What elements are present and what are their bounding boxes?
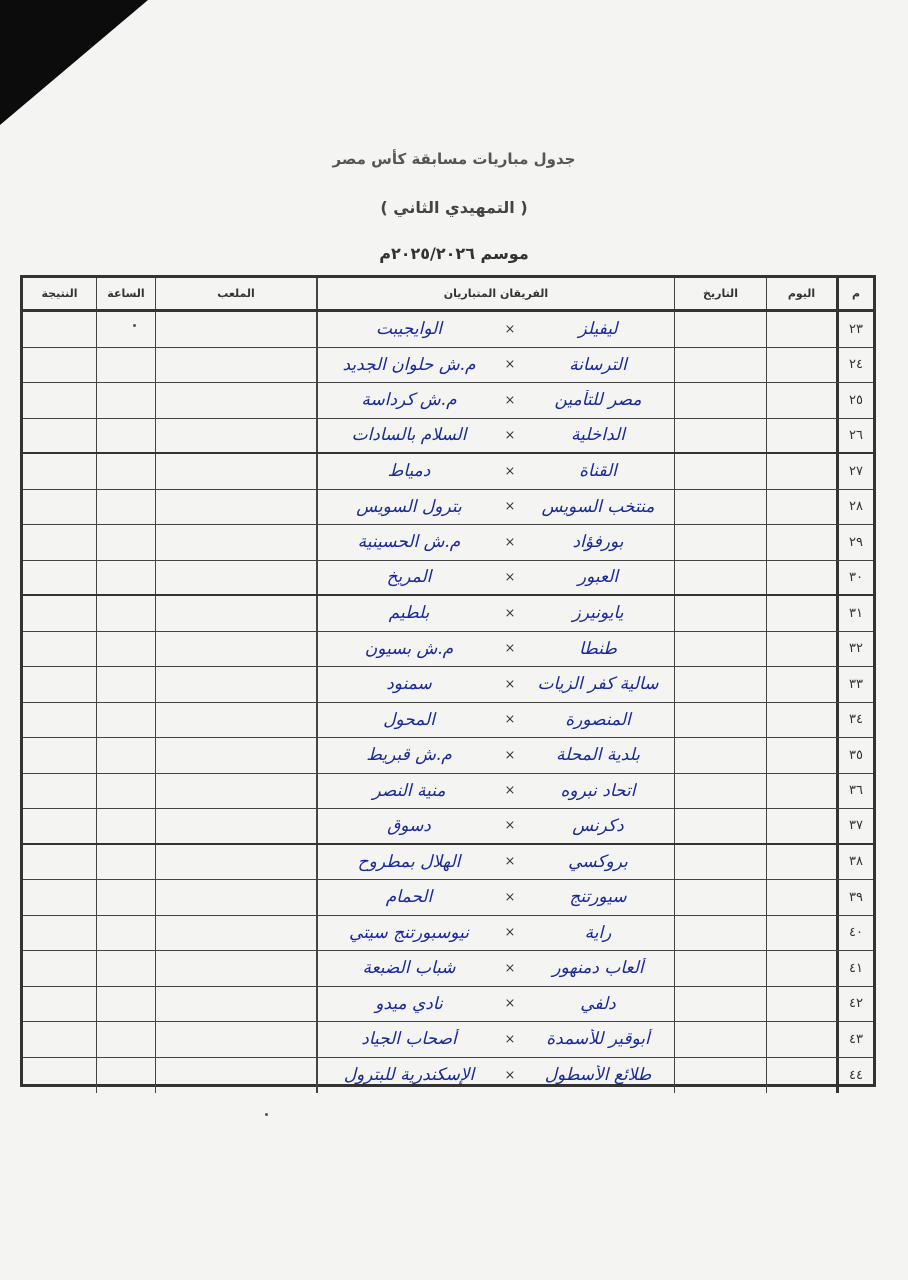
home-team: مصر للتأمين <box>554 390 642 411</box>
match-date <box>674 596 766 631</box>
home-team: سيورتنج <box>569 887 627 908</box>
match-stadium <box>155 916 316 951</box>
versus-mark: × <box>504 676 516 692</box>
home-team: منتخب السويس <box>541 496 655 517</box>
col-teams-header: الفريقان المتباريان <box>316 278 674 309</box>
match-teams <box>316 774 674 809</box>
match-teams <box>316 596 674 631</box>
match-stadium <box>155 632 316 667</box>
table-row <box>23 454 873 490</box>
versus-mark: × <box>504 569 516 585</box>
match-date <box>674 951 766 986</box>
match-time <box>96 809 155 843</box>
match-teams <box>316 419 674 453</box>
match-time <box>96 383 155 418</box>
match-number: ٣٣ <box>836 667 873 702</box>
match-number: ٤٣ <box>836 1022 873 1057</box>
match-number: ٤٤ <box>836 1058 873 1094</box>
versus-mark: × <box>504 783 516 799</box>
match-day <box>766 525 836 560</box>
match-time <box>96 1058 155 1094</box>
table-row <box>23 880 873 916</box>
col-date-header: التاريخ <box>674 278 766 309</box>
home-team: دكرنس <box>572 815 624 836</box>
home-team: اتحاد نبروه <box>560 780 636 801</box>
table-row <box>23 312 873 348</box>
match-number: ٣٧ <box>836 809 873 843</box>
match-teams <box>316 1058 674 1094</box>
match-stadium <box>155 951 316 986</box>
match-number: ٢٣ <box>836 312 873 347</box>
table-row <box>23 490 873 526</box>
versus-mark: × <box>504 534 516 550</box>
match-date <box>674 774 766 809</box>
table-row <box>23 738 873 774</box>
match-stadium <box>155 667 316 702</box>
match-teams <box>316 1022 674 1057</box>
versus-mark: × <box>504 712 516 728</box>
match-time <box>96 312 155 347</box>
match-stadium <box>155 561 316 595</box>
match-result <box>23 987 96 1022</box>
away-team: م.ش قبريط <box>366 745 452 766</box>
away-team: منية النصر <box>372 780 446 801</box>
match-result <box>23 916 96 951</box>
ink-speck <box>133 324 136 327</box>
home-team: العبور <box>577 567 619 588</box>
away-team: الهلال بمطروح <box>357 851 461 872</box>
match-date <box>674 348 766 383</box>
table-row <box>23 667 873 703</box>
match-stadium <box>155 454 316 489</box>
versus-mark: × <box>504 427 516 443</box>
match-result <box>23 667 96 702</box>
match-result <box>23 1058 96 1094</box>
match-time <box>96 987 155 1022</box>
versus-mark: × <box>504 463 516 479</box>
table-row <box>23 1022 873 1058</box>
match-result <box>23 312 96 347</box>
away-team: الإسكندرية للبترول <box>343 1065 475 1086</box>
match-day <box>766 809 836 843</box>
match-number: ٢٤ <box>836 348 873 383</box>
away-team: بترول السويس <box>356 496 462 517</box>
match-result <box>23 951 96 986</box>
col-day-header: اليوم <box>766 278 836 309</box>
match-number: ٢٧ <box>836 454 873 489</box>
table-row <box>23 774 873 810</box>
match-time <box>96 703 155 738</box>
match-day <box>766 951 836 986</box>
match-stadium <box>155 880 316 915</box>
match-teams <box>316 383 674 418</box>
away-team: المريخ <box>386 567 432 588</box>
match-result <box>23 880 96 915</box>
match-stadium <box>155 312 316 347</box>
match-day <box>766 738 836 773</box>
table-row <box>23 596 873 632</box>
match-time <box>96 348 155 383</box>
match-stadium <box>155 738 316 773</box>
home-team: بورفؤاد <box>572 532 624 553</box>
match-time <box>96 561 155 595</box>
versus-mark: × <box>504 854 516 870</box>
match-stadium <box>155 348 316 383</box>
match-day <box>766 987 836 1022</box>
table-row <box>23 951 873 987</box>
versus-mark: × <box>504 392 516 408</box>
home-team: بروكسي <box>568 851 628 872</box>
versus-mark: × <box>504 747 516 763</box>
match-teams <box>316 348 674 383</box>
match-time <box>96 596 155 631</box>
match-stadium <box>155 809 316 843</box>
season-title: موسم ٢٠٢٥/٢٠٢٦م <box>379 244 529 263</box>
away-team: السلام بالسادات <box>351 425 467 446</box>
match-day <box>766 667 836 702</box>
match-number: ٣٥ <box>836 738 873 773</box>
match-time <box>96 490 155 525</box>
match-time <box>96 845 155 880</box>
match-time <box>96 1022 155 1057</box>
versus-mark: × <box>504 818 516 834</box>
match-day <box>766 454 836 489</box>
away-team: الحمام <box>385 887 433 908</box>
match-number: ٣٤ <box>836 703 873 738</box>
away-team: شباب الضبعة <box>362 958 456 979</box>
match-time <box>96 880 155 915</box>
match-stadium <box>155 845 316 880</box>
home-team: أبوقير للأسمدة <box>546 1029 650 1050</box>
match-stadium <box>155 1022 316 1057</box>
match-teams <box>316 987 674 1022</box>
match-date <box>674 561 766 595</box>
match-day <box>766 383 836 418</box>
match-date <box>674 419 766 453</box>
versus-mark: × <box>504 996 516 1012</box>
match-teams <box>316 951 674 986</box>
match-number: ٣٦ <box>836 774 873 809</box>
document-title: جدول مباريات مسابقة كأس مصر <box>332 150 576 168</box>
match-result <box>23 525 96 560</box>
match-result <box>23 383 96 418</box>
fixtures-table <box>20 275 876 1087</box>
away-team: دسوق <box>387 815 431 836</box>
scan-corner-shadow <box>0 0 148 125</box>
match-number: ٢٥ <box>836 383 873 418</box>
table-row <box>23 632 873 668</box>
away-team: م.ش كرداسة <box>361 390 457 411</box>
match-stadium <box>155 987 316 1022</box>
match-time <box>96 738 155 773</box>
match-teams <box>316 667 674 702</box>
match-result <box>23 809 96 843</box>
away-team: نادي ميدو <box>375 993 443 1014</box>
match-stadium <box>155 774 316 809</box>
match-stadium <box>155 703 316 738</box>
match-number: ٤٠ <box>836 916 873 951</box>
match-date <box>674 454 766 489</box>
away-team: م.ش بسيون <box>364 638 454 659</box>
match-date <box>674 525 766 560</box>
home-team: راية <box>584 922 612 943</box>
match-teams <box>316 632 674 667</box>
versus-mark: × <box>504 925 516 941</box>
match-number: ٢٦ <box>836 419 873 453</box>
away-team: دمياط <box>387 461 431 482</box>
match-result <box>23 419 96 453</box>
match-day <box>766 845 836 880</box>
match-date <box>674 916 766 951</box>
match-result <box>23 561 96 595</box>
match-stadium <box>155 490 316 525</box>
ink-speck <box>265 1113 268 1116</box>
match-number: ٢٨ <box>836 490 873 525</box>
match-day <box>766 632 836 667</box>
match-date <box>674 738 766 773</box>
match-result <box>23 774 96 809</box>
match-date <box>674 383 766 418</box>
match-day <box>766 312 836 347</box>
match-time <box>96 632 155 667</box>
match-stadium <box>155 419 316 453</box>
match-number: ٣٨ <box>836 845 873 880</box>
table-row <box>23 845 873 881</box>
match-teams <box>316 845 674 880</box>
match-time <box>96 454 155 489</box>
match-teams <box>316 738 674 773</box>
versus-mark: × <box>504 889 516 905</box>
match-date <box>674 632 766 667</box>
table-body <box>23 312 873 1093</box>
match-teams <box>316 916 674 951</box>
match-day <box>766 774 836 809</box>
col-number-header: م <box>836 278 873 309</box>
match-number: ٣٩ <box>836 880 873 915</box>
table-row <box>23 419 873 455</box>
away-team: نيوسبورتنج سيتي <box>349 922 469 943</box>
table-row <box>23 916 873 952</box>
home-team: ليفيلز <box>578 319 618 340</box>
match-day <box>766 596 836 631</box>
home-team: طلائع الأسطول <box>544 1065 652 1086</box>
match-number: ٣٠ <box>836 561 873 595</box>
home-team: ألعاب دمنهور <box>552 958 644 979</box>
home-team: الترسانة <box>569 354 627 375</box>
match-day <box>766 1058 836 1094</box>
home-team: بلدية المحلة <box>556 745 640 766</box>
match-day <box>766 703 836 738</box>
match-day <box>766 916 836 951</box>
match-number: ٤١ <box>836 951 873 986</box>
match-stadium <box>155 383 316 418</box>
match-date <box>674 987 766 1022</box>
match-time <box>96 419 155 453</box>
match-day <box>766 561 836 595</box>
away-team: م.ش الحسينية <box>357 532 461 553</box>
match-number: ٣٢ <box>836 632 873 667</box>
match-result <box>23 1022 96 1057</box>
col-result-header: النتيجة <box>41 287 78 300</box>
match-result <box>23 454 96 489</box>
match-result <box>23 348 96 383</box>
table-header <box>23 278 873 312</box>
match-day <box>766 880 836 915</box>
home-team: طنطا <box>579 638 617 659</box>
match-teams <box>316 312 674 347</box>
table-row <box>23 703 873 739</box>
versus-mark: × <box>504 960 516 976</box>
match-result <box>23 490 96 525</box>
table-row <box>23 1058 873 1094</box>
home-team: سالية كفر الزيات <box>537 674 659 695</box>
away-team: بلطيم <box>388 603 430 624</box>
match-date <box>674 1022 766 1057</box>
match-result <box>23 845 96 880</box>
home-team: القناة <box>579 461 617 482</box>
match-date <box>674 809 766 843</box>
match-day <box>766 490 836 525</box>
versus-mark: × <box>504 641 516 657</box>
away-team: سمنود <box>386 674 432 695</box>
col-time-header: الساعة <box>96 278 155 309</box>
match-teams <box>316 454 674 489</box>
match-time <box>96 916 155 951</box>
home-team: يايونيرز <box>572 603 624 624</box>
col-stadium-header: الملعب <box>155 278 316 309</box>
match-number: ٣١ <box>836 596 873 631</box>
versus-mark: × <box>504 1031 516 1047</box>
versus-mark: × <box>504 321 516 337</box>
versus-mark: × <box>504 499 516 515</box>
match-day <box>766 419 836 453</box>
table-row <box>23 809 873 845</box>
table-row <box>23 561 873 597</box>
match-number: ٤٢ <box>836 987 873 1022</box>
match-time <box>96 774 155 809</box>
away-team: أصحاب الجياد <box>361 1029 457 1050</box>
match-date <box>674 312 766 347</box>
match-teams <box>316 490 674 525</box>
match-stadium <box>155 1058 316 1094</box>
table-row <box>23 348 873 384</box>
away-team: م.ش حلوان الجديد <box>342 354 476 375</box>
match-teams <box>316 703 674 738</box>
match-teams <box>316 809 674 843</box>
match-date <box>674 490 766 525</box>
match-date <box>674 667 766 702</box>
match-time <box>96 667 155 702</box>
match-result <box>23 632 96 667</box>
match-teams <box>316 561 674 595</box>
match-stadium <box>155 525 316 560</box>
match-time <box>96 951 155 986</box>
table-row <box>23 987 873 1023</box>
match-result <box>23 703 96 738</box>
table-row <box>23 383 873 419</box>
match-day <box>766 348 836 383</box>
versus-mark: × <box>504 1067 516 1083</box>
versus-mark: × <box>504 357 516 373</box>
table-row <box>23 525 873 561</box>
match-day <box>766 1022 836 1057</box>
match-teams <box>316 880 674 915</box>
round-title: ( التمهيدي الثاني ) <box>380 198 528 217</box>
match-date <box>674 845 766 880</box>
match-time <box>96 525 155 560</box>
match-date <box>674 1058 766 1094</box>
home-team: المنصورة <box>565 709 631 730</box>
match-result <box>23 596 96 631</box>
match-date <box>674 703 766 738</box>
match-result <box>23 738 96 773</box>
match-teams <box>316 525 674 560</box>
away-team: المحول <box>383 709 435 730</box>
match-number: ٢٩ <box>836 525 873 560</box>
away-team: الوايجيبت <box>375 319 443 340</box>
match-stadium <box>155 596 316 631</box>
versus-mark: × <box>504 605 516 621</box>
match-date <box>674 880 766 915</box>
home-team: الداخلية <box>571 425 625 446</box>
home-team: دلفي <box>580 993 616 1014</box>
